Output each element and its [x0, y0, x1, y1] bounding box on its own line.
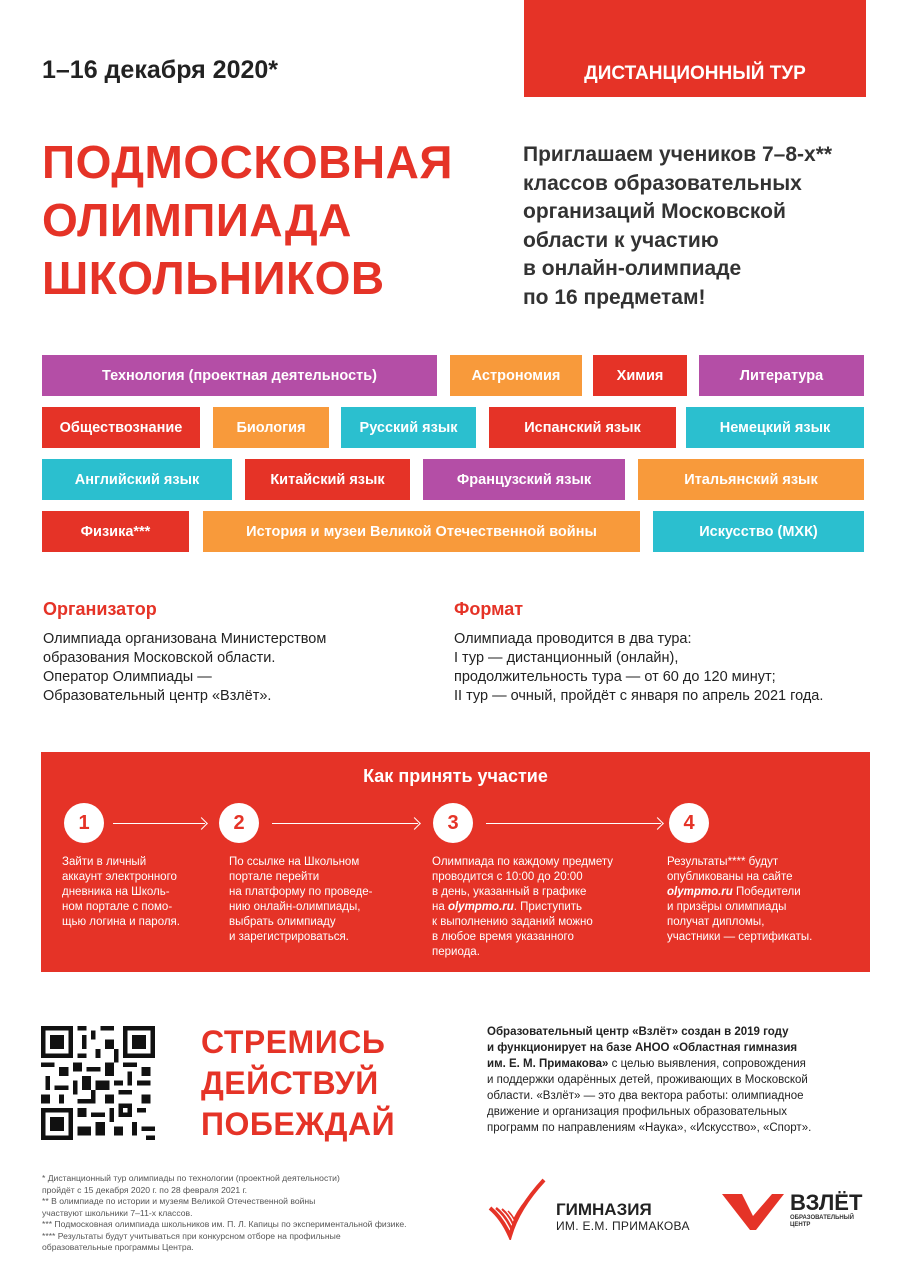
step-line: к выполнению заданий можно	[432, 916, 593, 928]
olympmo-link[interactable]: olympmo.ru	[667, 886, 733, 898]
subject-tag: Китайский язык	[245, 459, 410, 500]
step-line: Результаты**** будут	[667, 856, 779, 868]
about-line: программ по направлениям «Наука», «Искусство», «Спорт».	[487, 1122, 812, 1134]
invite-line: области к участию	[523, 228, 719, 252]
step-line	[432, 900, 613, 915]
slogan-line: ДЕЙСТВУЙ	[201, 1065, 379, 1101]
step-text-fragment: на	[432, 901, 448, 913]
arrow-right-icon	[486, 823, 661, 824]
invite-line: организаций Московской	[523, 200, 786, 223]
participation-panel	[41, 752, 870, 972]
vzlet-name: ВЗЛЁТ	[790, 1190, 863, 1215]
gymnasium-subtitle: ИМ. Е.М. ПРИМАКОВА	[556, 1219, 690, 1233]
arrow-right-icon	[272, 823, 418, 824]
step-line: и призёры олимпиады	[667, 901, 787, 913]
step-line: дневника на Школь-	[62, 886, 170, 898]
step-line: опубликованы на сайте	[667, 871, 793, 883]
organizer-line: Олимпиада организована Министерством	[43, 631, 327, 647]
about-line: и функционирует на базе АНОО «Областная гимназия	[487, 1042, 798, 1054]
step-line: щью логина и пароля.	[62, 916, 180, 928]
tour-badge	[524, 0, 866, 97]
footnotes	[42, 1173, 482, 1254]
slogan	[201, 1022, 395, 1145]
step-line: получат дипломы,	[667, 916, 765, 928]
format-section	[454, 599, 823, 706]
subject-tag: Астрономия	[450, 355, 582, 396]
organizer-text	[43, 630, 326, 706]
arrow-right-icon	[113, 823, 205, 824]
footnote-line: пройдёт с 15 декабря 2020 г. по 28 февраля 2021 г.	[42, 1184, 248, 1195]
gymnasium-name: ГИМНАЗИЯ	[556, 1200, 652, 1219]
format-title: Формат	[454, 599, 524, 619]
step-line: аккаунт электронного	[62, 871, 177, 883]
step-line: проводится с 10:00 до 20:00	[432, 871, 583, 883]
footnote-line: **** Результаты будут учитываться при конкурсном отборе на профильные	[42, 1230, 341, 1241]
organizer-section	[43, 599, 326, 706]
subject-tag: Искусство (МХК)	[653, 511, 864, 552]
page-title	[42, 133, 453, 307]
footnote-line: участвуют школьники 7–11-х классов.	[42, 1207, 193, 1218]
subject-tag: Биология	[213, 407, 329, 448]
invite-line: классов образовательных	[523, 171, 802, 195]
subject-tag: Химия	[593, 355, 687, 396]
title-line: ПОДМОСКОВНАЯ	[42, 136, 453, 188]
organizer-line: Образовательный центр «Взлёт».	[43, 688, 272, 704]
about-line	[487, 1056, 882, 1072]
step-2-text	[229, 855, 372, 945]
step-1-number: 1	[64, 803, 104, 843]
format-line: Олимпиада проводится в два тура:	[454, 631, 692, 647]
step-line: в день, указанный в графике	[432, 886, 587, 898]
format-line: продолжительность тура — от 60 до 120 минут;	[454, 669, 776, 685]
step-4-number: 4	[669, 803, 709, 843]
footnote-line: *** Подмосковная олимпиада школьников им. П. Л. Капицы по экспериментальной физике.	[42, 1219, 407, 1229]
gymnasium-logo-icon	[488, 1178, 546, 1240]
about-center-text	[487, 1024, 882, 1136]
step-text-fragment: . Приступить	[513, 901, 583, 913]
step-line: портале перейти	[229, 871, 320, 883]
invitation-text	[523, 141, 883, 312]
step-line: По ссылке на Школьном	[229, 856, 360, 868]
subject-tag: Литература	[699, 355, 864, 396]
step-text-fragment: Победители	[732, 886, 801, 898]
organizer-line: Оператор Олимпиады —	[43, 669, 212, 685]
subject-tag: Физика***	[42, 511, 189, 552]
subject-tag: Английский язык	[42, 459, 232, 500]
organizer-title: Организатор	[43, 599, 157, 619]
format-line: I тур — дистанционный (онлайн),	[454, 650, 679, 666]
about-line: Образовательный центр «Взлёт» создан в 2019 году	[487, 1026, 789, 1038]
organizer-line: образования Московской области.	[43, 650, 276, 666]
about-line: и поддержки одарённых детей, проживающих в Московской	[487, 1074, 808, 1086]
title-line: ОЛИМПИАДА	[42, 194, 352, 246]
subject-tag: Технология (проектная деятельность)	[42, 355, 437, 396]
step-1-text	[62, 855, 180, 930]
subject-tag: Французский язык	[423, 459, 625, 500]
subject-tag: Обществознание	[42, 407, 200, 448]
step-line: нию онлайн-олимпиады,	[229, 901, 361, 913]
step-line: на платформу по проведе-	[229, 886, 373, 898]
footnote-line: образовательные программы Центра.	[42, 1242, 194, 1252]
step-line: ном портале с помо-	[62, 901, 173, 913]
step-line: в любое время указанного	[432, 931, 574, 943]
about-fragment: с целью выявления, сопровождения	[608, 1058, 806, 1070]
subject-tag: История и музеи Великой Отечественной войны	[203, 511, 640, 552]
participation-title: Как принять участие	[363, 766, 548, 786]
step-line: периода.	[432, 946, 480, 958]
footnote-line: * Дистанционный тур олимпиады по технологии (проектной деятельности)	[42, 1173, 340, 1183]
subject-tag: Испанский язык	[489, 407, 676, 448]
event-dates: 1–16 декабря 2020*	[42, 56, 279, 84]
format-text	[454, 630, 823, 706]
step-4-text	[667, 855, 812, 945]
step-line: Зайти в личный	[62, 856, 147, 868]
title-line: ШКОЛЬНИКОВ	[42, 252, 385, 304]
slogan-line: СТРЕМИСЬ	[201, 1024, 386, 1060]
step-line	[667, 885, 812, 900]
vzlet-subtitle: ОБРАЗОВАТЕЛЬНЫЙ ЦЕНТР	[790, 1215, 854, 1228]
about-bold-fragment: им. Е. М. Примакова»	[487, 1058, 609, 1070]
step-3-number: 3	[433, 803, 473, 843]
subject-tag: Русский язык	[341, 407, 476, 448]
footnote-line: ** В олимпиаде по истории и музеям Великой Отечественной войны	[42, 1196, 316, 1206]
vzlet-logo-icon	[722, 1192, 784, 1232]
step-2-number: 2	[219, 803, 259, 843]
olympmo-link[interactable]: olympmo.ru	[447, 901, 514, 913]
step-line: участники — сертификаты.	[667, 931, 813, 943]
invite-line: Приглашаем учеников 7–8-х**	[523, 143, 833, 166]
format-line: II тур — очный, пройдёт с января по апрель 2021 года.	[454, 688, 824, 704]
invite-line: в онлайн-олимпиаде	[523, 257, 742, 280]
about-line: области. «Взлёт» — это два вектора работы: олимпиадное	[487, 1090, 804, 1102]
about-line: движение и организация профильных образовательных	[487, 1106, 788, 1118]
invite-line: по 16 предметам!	[523, 285, 706, 309]
step-3-text	[432, 855, 613, 960]
slogan-line: ПОБЕЖДАЙ	[201, 1106, 396, 1142]
step-line: выбрать олимпиаду	[229, 916, 336, 928]
tour-badge-label: ДИСТАНЦИОННЫЙ ТУР	[584, 63, 806, 84]
step-line: Олимпиада по каждому предмету	[432, 856, 614, 868]
qr-code-icon[interactable]	[41, 1026, 155, 1140]
step-line: и зарегистрироваться.	[229, 931, 349, 943]
subject-tag: Итальянский язык	[638, 459, 864, 500]
subject-tag: Немецкий язык	[686, 407, 864, 448]
